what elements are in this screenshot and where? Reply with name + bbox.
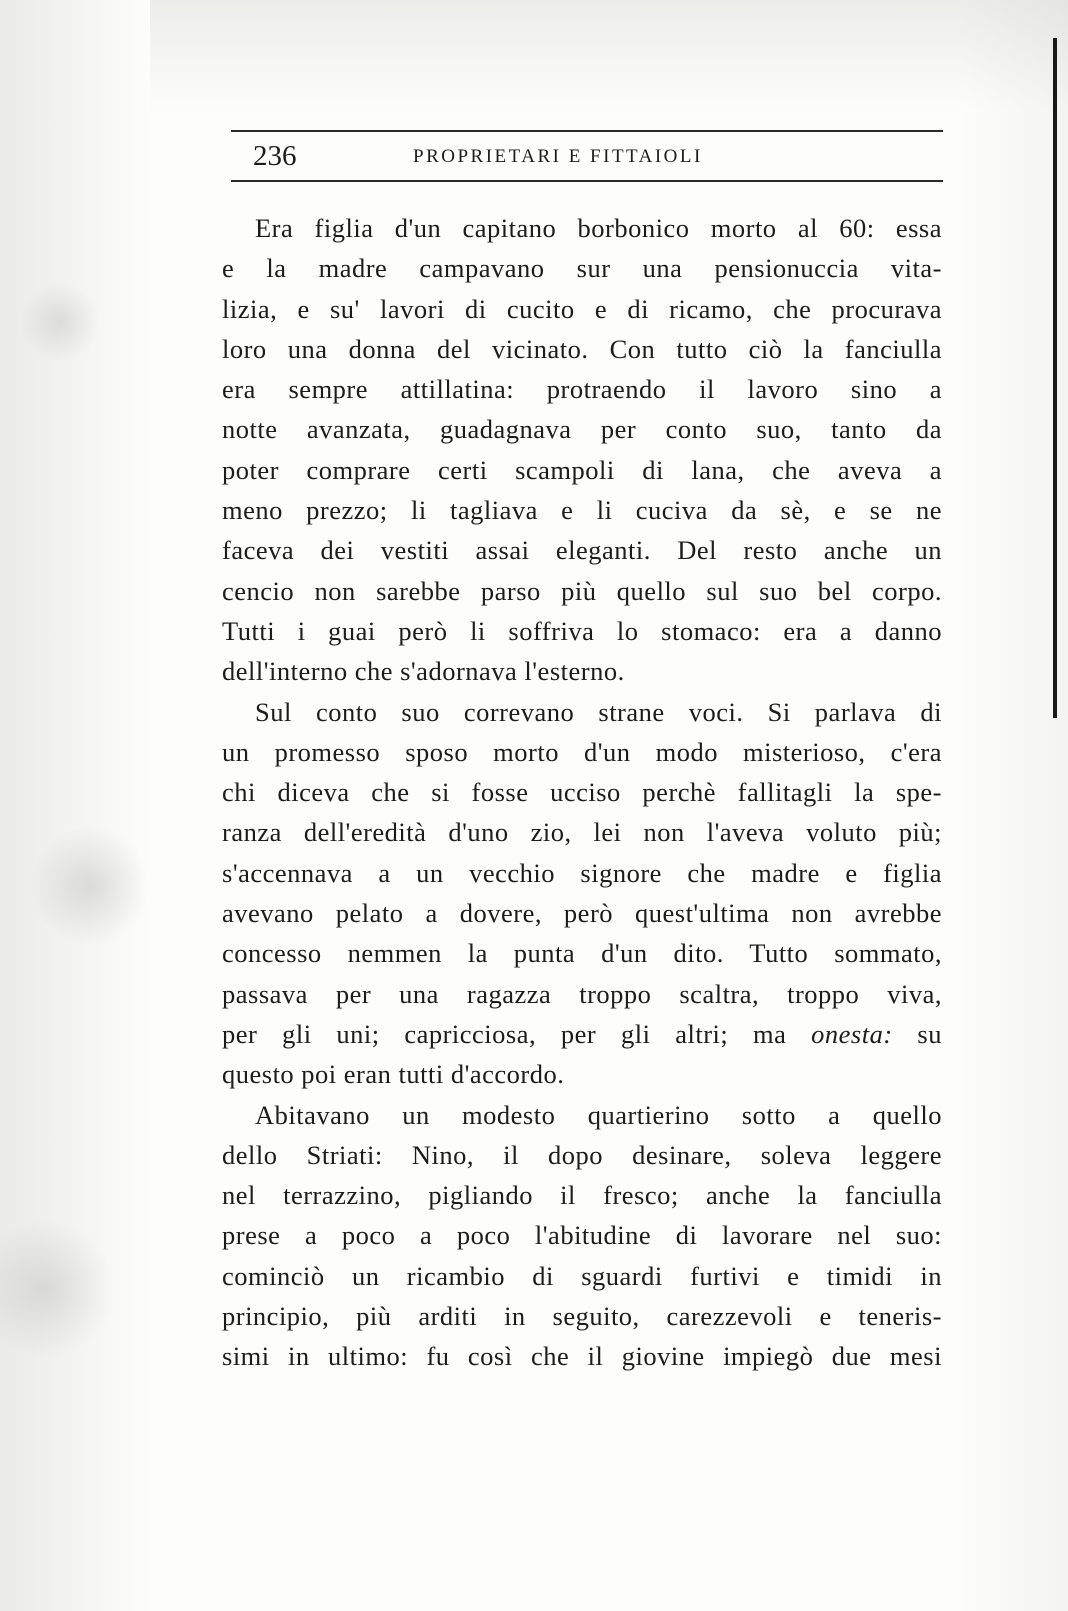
text-line: era sempre attillatina: protraendo il lavoro sino a xyxy=(222,374,942,405)
page-number: 236 xyxy=(253,140,297,172)
header-rule-top xyxy=(231,130,943,132)
text-line: notte avanzata, guadagnava per conto suo, tanto da xyxy=(222,414,942,445)
header-rule-bottom xyxy=(231,180,943,182)
text-line: concesso nemmen la punta d'un dito. Tutto sommato, xyxy=(222,938,942,969)
page-edge-shadow xyxy=(1053,38,1057,718)
text-line: e la madre campavano sur una pensionuccia vita- xyxy=(222,253,942,284)
text-line: passava per una ragazza troppo scaltra, troppo viva, xyxy=(222,978,942,1009)
text-line: Abitavano un modesto quartierino sotto a quello xyxy=(255,1099,942,1130)
scan-noise-top-margin xyxy=(150,0,1068,110)
italic-word: onesta: xyxy=(811,1018,893,1049)
paragraph-1 xyxy=(222,208,942,692)
text-line: Era figlia d'un capitano borbonico morto al 60: essa xyxy=(255,213,942,243)
text-line: Tutti i guai però li soffriva lo stomaco: era a danno xyxy=(222,615,942,646)
text-run: su xyxy=(892,1018,942,1049)
text-line: dell'interno che s'adornava l'esterno. xyxy=(222,656,625,687)
text-line: faceva dei vestiti assai eleganti. Del resto anche un xyxy=(222,535,942,566)
running-title: PROPRIETARI E FITTAIOLI xyxy=(413,146,703,167)
text-line: cominciò un ricambio di sguardi furtivi e timidi in xyxy=(222,1260,942,1291)
text-line: un promesso sposo morto d'un modo misterioso, c'era xyxy=(222,736,942,767)
body-text xyxy=(222,208,942,1377)
paragraph-3 xyxy=(222,1095,942,1377)
text-line: principio, più arditi in seguito, carezzevoli e teneris- xyxy=(222,1301,942,1332)
text-line: simi in ultimo: fu così che il giovine impiegò due mesi xyxy=(222,1341,942,1372)
text-line: prese a poco a poco l'abitudine di lavorare nel suo: xyxy=(222,1220,942,1251)
text-line: chi diceva che si fosse ucciso perchè fallitagli la spe- xyxy=(222,777,942,808)
text-line: loro una donna del vicinato. Con tutto ciò la fanciulla xyxy=(222,333,942,364)
text-line: avevano pelato a dovere, però quest'ultima non avrebbe xyxy=(222,898,942,929)
text-line: nel terrazzino, pigliando il fresco; anche la fanciulla xyxy=(222,1180,942,1211)
text-line: dello Striati: Nino, il dopo desinare, soleva leggere xyxy=(222,1139,942,1170)
scan-noise-left-margin xyxy=(0,0,150,1611)
text-line: poter comprare certi scampoli di lana, che aveva a xyxy=(222,454,942,485)
page-header xyxy=(231,136,943,176)
text-line: cencio non sarebbe parso più quello sul suo bel corpo. xyxy=(222,575,942,606)
text-line: ranza dell'eredità d'uno zio, lei non l'aveva voluto più; xyxy=(222,817,942,848)
text-line: lizia, e su' lavori di cucito e di ricamo, che procurava xyxy=(222,293,942,324)
paragraph-2 xyxy=(222,692,942,1095)
text-line-with-italic xyxy=(222,1014,942,1054)
text-line: s'accennava a un vecchio signore che madre e figlia xyxy=(222,857,942,888)
text-line: questo poi eran tutti d'accordo. xyxy=(222,1059,565,1090)
scan-noise-right-margin xyxy=(958,0,1068,1611)
text-line: Sul conto suo correvano strane voci. Si parlava di xyxy=(255,696,942,727)
text-run: per gli uni; capricciosa, per gli altri; ma xyxy=(222,1018,812,1049)
text-line: meno prezzo; li tagliava e li cuciva da sè, e se ne xyxy=(222,495,942,526)
